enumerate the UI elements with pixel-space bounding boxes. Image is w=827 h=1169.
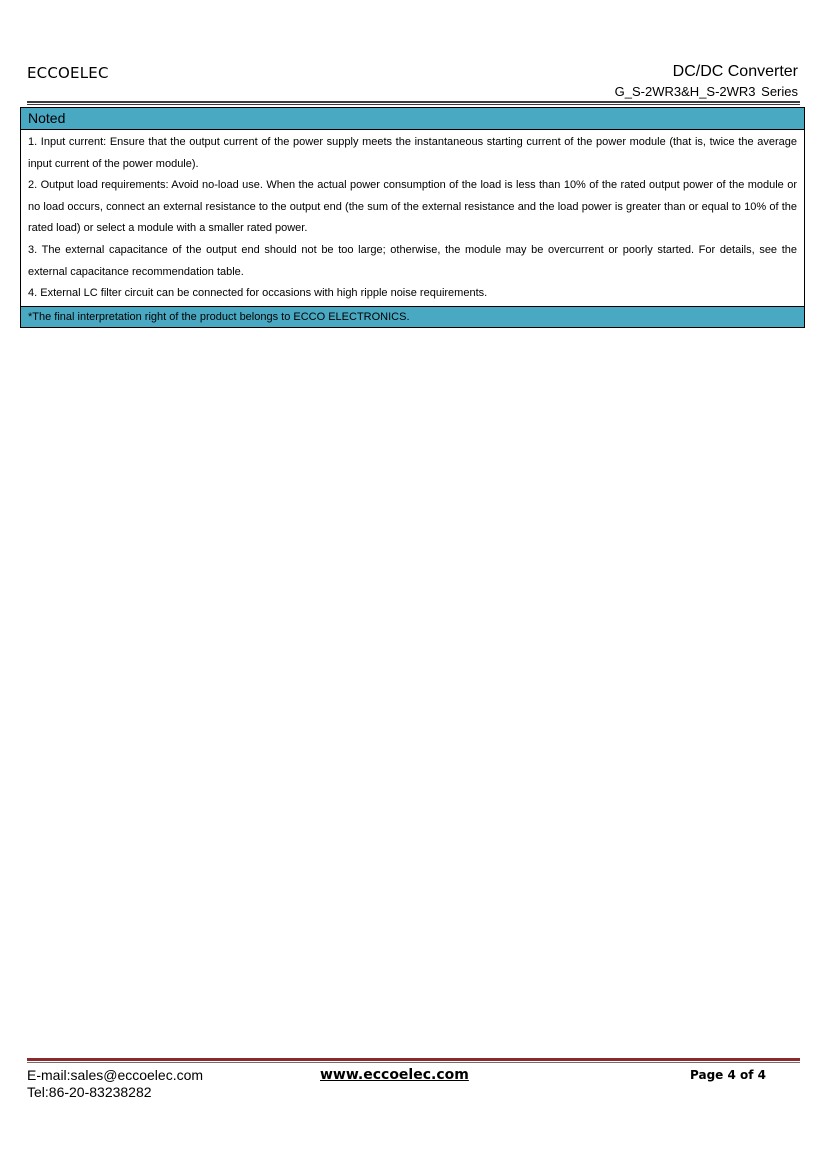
- notes-body: [21, 130, 804, 306]
- footer-divider: [27, 1058, 800, 1061]
- page-number: Page 4 of 4: [690, 1068, 766, 1082]
- notes-table: [20, 107, 805, 328]
- note-item: 3. The external capacitance of the output end should not be too large; otherwise, the module may be overcurrent or poorly started. For details, see the external capacitance recommendation table.: [28, 243, 797, 278]
- notes-heading: Noted: [21, 108, 804, 130]
- company-name: ECCOELEC: [27, 64, 109, 82]
- document-title: DC/DC Converter: [672, 63, 798, 80]
- header-divider: [27, 101, 800, 103]
- series-name: G_S-2WR3&H_S-2WR3 Series: [614, 84, 798, 99]
- notes-disclaimer: *The final interpretation right of the product belongs to ECCO ELECTRONICS.: [21, 306, 804, 327]
- website-link[interactable]: www.eccoelec.com: [320, 1067, 469, 1083]
- footer-phone: Tel:86-20-83238282: [27, 1084, 152, 1100]
- note-item: 2. Output load requirements: Avoid no-load use. When the actual power consumption of the load is less than 10% of the rated output power of the module or no load occurs, connect an external resistance to the output end (the sum of the external resistance and the load power is greater than or equal to 10% of the rated load) or select a module with a smaller rated power.: [28, 179, 797, 235]
- header-divider-thin: [27, 104, 800, 105]
- note-item: 1. Input current: Ensure that the output current of the power supply meets the instantaneous starting current of the power module (that is, twice the average input current of the power module).: [28, 136, 797, 170]
- note-item: 4. External LC filter circuit can be connected for occasions with high ripple noise requirements.: [28, 287, 488, 300]
- footer-email: E-mail:sales@eccoelec.com: [27, 1067, 204, 1083]
- footer-divider-thin: [27, 1062, 800, 1063]
